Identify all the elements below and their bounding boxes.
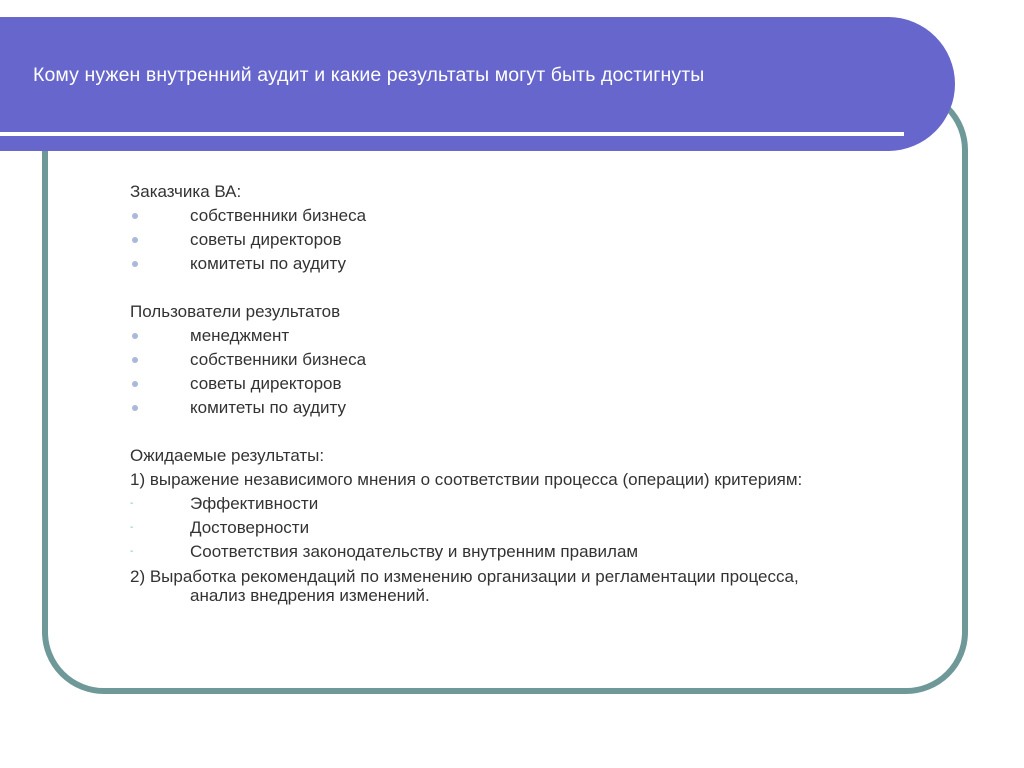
list-item-text: менеджмент (190, 326, 290, 345)
dash-bullet-icon: - (130, 522, 134, 533)
list-item-text: советы директоров (190, 230, 342, 249)
results-heading: Ожидаемые результаты: (130, 446, 325, 465)
list-item-text: собственники бизнеса (190, 350, 367, 369)
list-item-text: советы директоров (190, 374, 342, 393)
users-list (130, 324, 930, 420)
spacer (130, 420, 930, 444)
list-item-text: собственники бизнеса (190, 206, 367, 225)
results-item-2 (130, 564, 930, 605)
list-item (130, 252, 930, 276)
criteria-list (130, 492, 930, 564)
bullet-dot-icon (132, 333, 138, 339)
bullet-dot-icon (132, 381, 138, 387)
list-item-text: Соответствия законодательству и внутренним правилам (190, 542, 639, 561)
bullet-dot-icon (132, 357, 138, 363)
customers-list (130, 204, 930, 276)
bullet-dot-icon (132, 213, 138, 219)
list-item (130, 396, 930, 420)
dash-bullet-icon: - (130, 546, 134, 557)
users-heading: Пользователи результатов (130, 302, 341, 321)
dash-bullet-icon: - (130, 498, 134, 509)
list-item (130, 372, 930, 396)
bullet-dot-icon (132, 261, 138, 267)
slide-content (130, 180, 930, 605)
results-item-1: 1) выражение независимого мнения о соответствии процесса (операции) критериям: (130, 470, 803, 489)
list-item-text: Достоверности (190, 518, 310, 537)
bullet-dot-icon (132, 405, 138, 411)
list-item-text: комитеты по аудиту (190, 254, 346, 273)
list-item (130, 492, 930, 516)
spacer (130, 276, 930, 300)
list-item (130, 516, 930, 540)
results-item-2-line-2: анализ внедрения изменений. (190, 586, 430, 605)
customers-heading: Заказчика ВА: (130, 182, 242, 201)
bullet-dot-icon (132, 237, 138, 243)
list-item (130, 228, 930, 252)
list-item (130, 324, 930, 348)
slide-title: Кому нужен внутренний аудит и какие результаты могут быть достигнуты (33, 64, 705, 86)
list-item (130, 540, 930, 564)
list-item (130, 204, 930, 228)
list-item-text: комитеты по аудиту (190, 398, 346, 417)
results-item-2-line-1: 2) Выработка рекомендаций по изменению организации и регламентации процесса, (130, 567, 799, 586)
list-item (130, 348, 930, 372)
list-item-text: Эффективности (190, 494, 319, 513)
header-divider (0, 132, 904, 136)
